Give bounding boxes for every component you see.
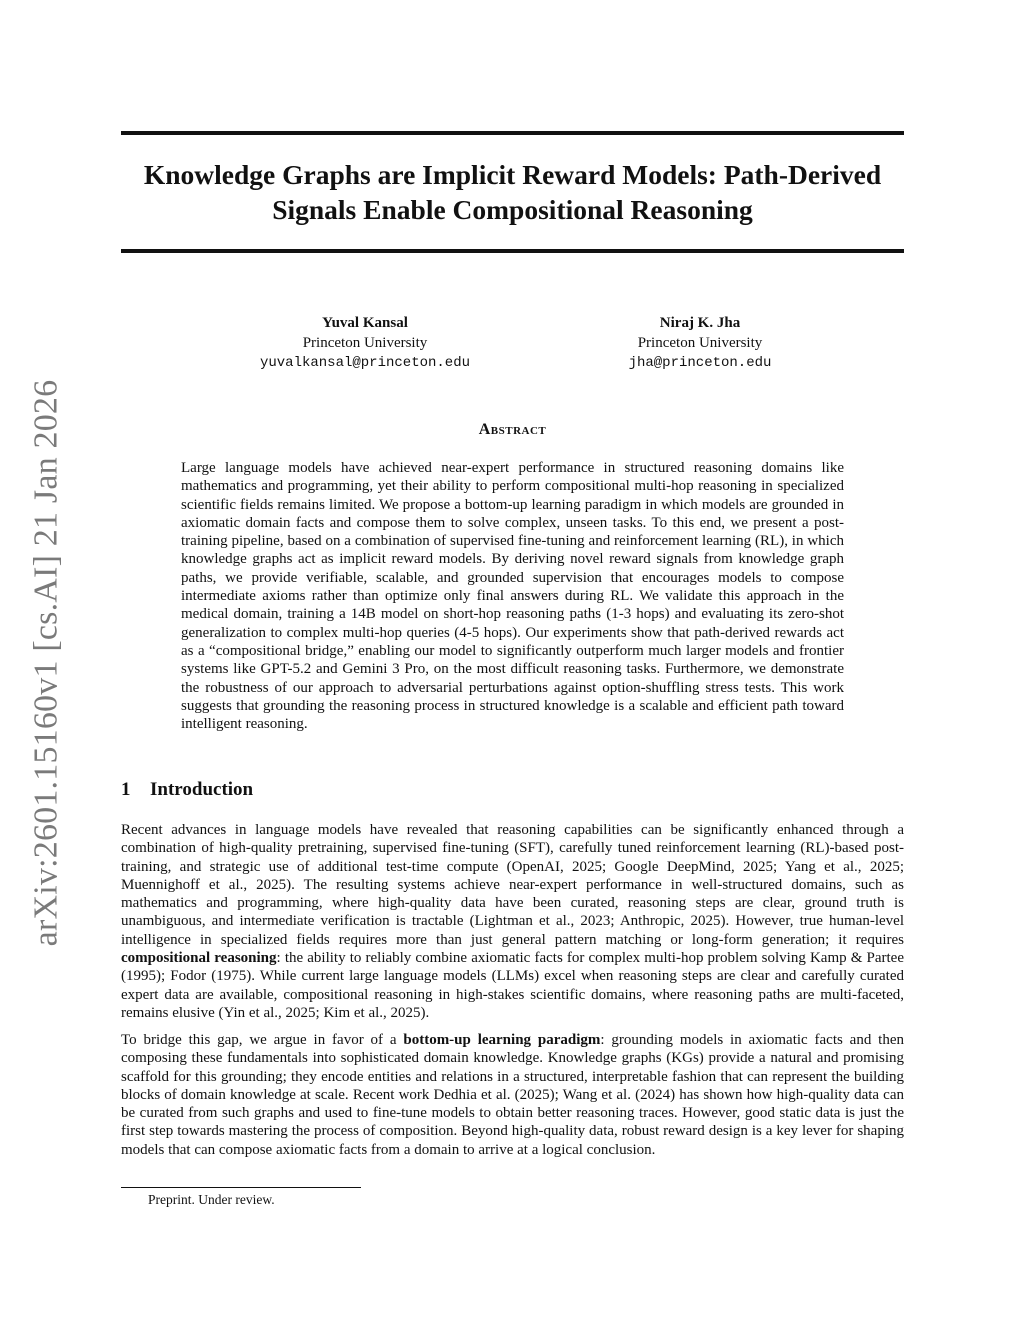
author-name: Yuval Kansal [322,315,408,331]
paragraph-text: : the ability to reliably combine axiomatic facts for complex multi-hop problem solving Kamp & Partee (1995); Fodor (1975). While current large language models (LLMs) excel when reasoning steps are clear and carefully curated expert data are available, compositional reasoning in high-stakes scientific domains, where reasoning paths are multi-faceted, remains elusive (Yin et al., 2025; Kim et al., 2025). [121,950,904,1021]
emphasis-term: bottom-up learning paradigm [403,1032,601,1048]
author-block [240,313,490,373]
author-block [570,313,830,373]
abstract-heading: Abstract [478,421,547,438]
title-bottom-rule [121,249,904,253]
paragraph-text: To bridge this gap, we argue in favor of a [121,1032,404,1048]
author-email: yuvalkansal@princeton.edu [259,355,471,371]
arxiv-sidebar [21,378,71,948]
author-name: Niraj K. Jha [659,315,741,331]
abstract-text: Large language models have achieved near-expert performance in structured reasoning domains like mathematics and programming, yet their ability to perform compositional multi-hop reasoning in specialized scientific fields remains limited. We propose a bottom-up learning paradigm in which models are grounded in axiomatic domain facts and compose them to solve complex, unseen tasks. To this end, we present a post-training pipeline, based on a combination of supervised fine-tuning and reinforcement learning (RL), in which knowledge graphs act as implicit reward models. By deriving novel reward signals from knowledge graph paths, we provide verifiable, scalable, and grounded supervision that encourages models to compose intermediate axioms rather than optimize only final answers during RL. We validate this approach in the medical domain, training a 14B model on short-hop reasoning paths (1-3 hops) and evaluating its zero-shot generalization to complex multi-hop queries (4-5 hops). Our experiments show that path-derived rewards act as a “compositional bridge,” enabling our model to significantly outperform much larger models and frontier systems like GPT-5.2 and Gemini 3 Pro, on the most difficult reasoning tasks. Furthermore, we demonstrate the robustness of our approach to adversarial perturbations against option-shuffling stress tests. This work suggests that grounding the reasoning process in structured knowledge is a scalable and efficient path toward intelligent reasoning. [181,460,844,733]
paper-title: Knowledge Graphs are Implicit Reward Models: Path-Derived Signals Enable Compositional Reasoning [143,159,882,225]
author-email: jha@princeton.edu [628,355,772,371]
paragraph-text: : grounding models in axiomatic facts and then composing these fundamentals into sophisticated domain knowledge. Knowledge graphs (KGs) provide a natural and promising scaffold for this grounding; they encode entities and relations in a structured, interpretable fashion that can represent the building blocks of domain knowledge at scale. Recent work Dedhia et al. (2025); Wang et al. (2024) has shown how high-quality data can be curated from such graphs and used to fine-tune models to obtain better reasoning traces. However, good static data is just the first step towards mastering the process of composition. Beyond high-quality data, robust reward design is a key lever for shaping models that can compose axiomatic facts from a domain to arrive at a logical conclusion. [121,1032,904,1158]
author-affiliation: Princeton University [302,335,428,351]
footnote-rule [121,1187,361,1188]
arxiv-identifier: arXiv:2601.15160v1 [cs.AI] 21 Jan 2026 [27,379,64,947]
paragraph-text: Recent advances in language models have revealed that reasoning capabilities can be significantly enhanced through a combination of high-quality pretraining, supervised fine-tuning (SFT), carefully tuned reinforcement learning (RL)-based post-training, and strategic use of additional test-time compute (OpenAI, 2025; Google DeepMind, 2025; Yang et al., 2025; Muennighoff et al., 2025). The resulting systems achieve near-expert performance in well-structured domains, such as mathematics and programming, where high-quality data have been curated, reasoning steps are clear, ground truth is unambiguous, and intermediate verification is tractable (Lightman et al., 2023; Anthropic, 2025). However, true human-level intelligence in specialized fields requires more than just general pattern matching or long-form generation; it requires [121,822,904,948]
section-heading [121,779,253,801]
intro-paragraph [121,1031,904,1159]
author-affiliation: Princeton University [637,335,763,351]
emphasis-term: compositional reasoning [121,950,277,967]
section-number: 1 [121,779,131,800]
intro-paragraph [121,821,904,1022]
title-top-rule [121,131,904,135]
section-title: Introduction [150,779,254,800]
footnote-text: Preprint. Under review. [148,1192,275,1207]
